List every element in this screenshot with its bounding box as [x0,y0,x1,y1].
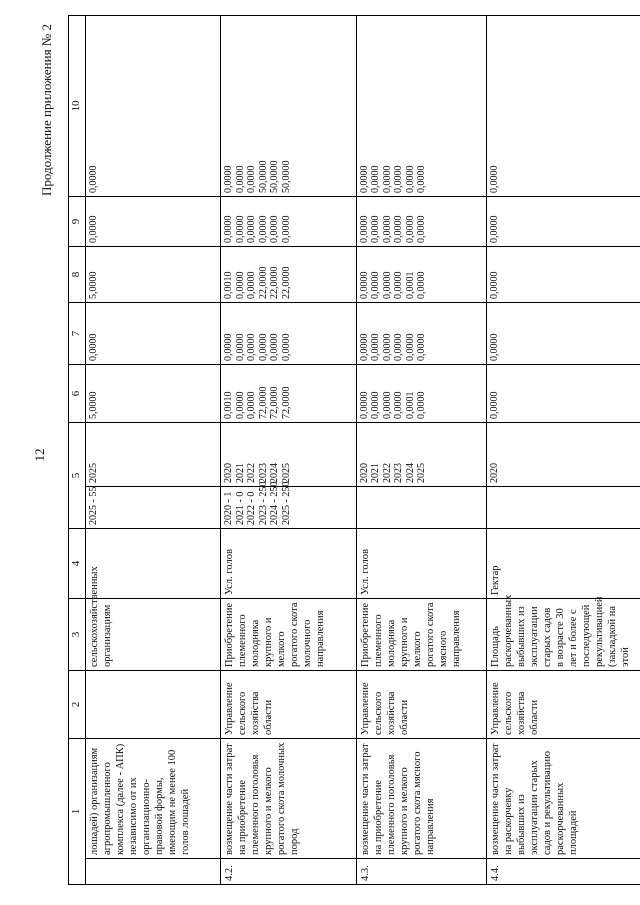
row-executor: Управление сельского хозяйства области [486,671,640,739]
row-col10-value: 0,0000 [88,165,99,193]
row-col6-value: 0,0000 [370,391,382,419]
row-code: 4.4. [486,859,640,885]
row-col9-value: 0,0000 [358,215,370,243]
row-col7-value: 0,0000 [488,333,500,361]
row-years [86,423,221,487]
row-executor: Управление сельского хозяйства области [221,671,356,739]
row-targets-value: 2021 - 0 [234,491,246,525]
header-col-10: 10 [69,16,86,197]
row-col10-value: 0,0000 [393,165,405,193]
header-col-7: 7 [69,303,86,365]
row-years-value: 2021 [234,463,246,483]
row-targets-value: 2022 - 0 [246,491,258,525]
row-col6-value: 0,0010 [223,391,235,419]
row-years-value: 2024 [269,463,281,483]
header-col-1: 1 [69,739,86,885]
appendix-continuation-title: Продолжение приложения № 2 [39,24,54,196]
row-col10 [356,16,486,197]
row-unit: Гектар [486,529,640,599]
row-col10-value: 0,0000 [223,165,235,193]
row-col6-value: 72,0000 [257,386,269,419]
row-col6 [221,365,356,423]
header-row [69,16,86,885]
row-col9-value: 0,0000 [88,215,99,243]
row-col7 [356,303,486,365]
row-col10-value: 0,0000 [370,165,382,193]
row-col6-value: 0,0000 [381,391,393,419]
row-col9-value: 0,0000 [393,215,405,243]
row-executor [86,671,221,739]
table-row [86,16,221,885]
row-col7 [86,303,221,365]
row-col7 [221,303,356,365]
row-col6-value: 0,0000 [393,391,405,419]
row-col8-value: 0,0001 [404,271,416,299]
row-targets-value: 2023 - 250 [257,481,269,525]
page-number: 12 [32,448,47,462]
row-col9 [221,197,356,247]
row-col7-value: 0,0000 [269,333,281,361]
row-col8-value: 5,0000 [88,271,99,299]
row-col9-value: 0,0000 [257,215,269,243]
row-targets-value: 2020 - 1 [223,491,235,525]
row-name: возмещение части затрат на приобретение племенного поголовья крупного и мелкого рогатого скота молочных пород [221,739,356,859]
table-rotated-container [68,15,640,885]
row-col6-value: 5,0000 [88,391,99,419]
row-years-value: 2024 [404,463,416,483]
row-code: 4.3. [356,859,486,885]
row-executor: Управление сельского хозяйства области [356,671,486,739]
row-years-value: 2023 [257,463,269,483]
row-unit: Усл. голов [356,529,486,599]
row-col9-value: 0,0000 [223,215,235,243]
row-col6 [486,365,640,423]
row-years-value: 2025 [416,463,428,483]
row-col8-value: 0,0000 [358,271,370,299]
row-col6-value: 0,0000 [246,391,258,419]
row-col8 [221,247,356,303]
row-col7-value: 0,0000 [246,333,258,361]
row-col6-value: 0,0001 [404,391,416,419]
header-col-4: 4 [69,529,86,599]
row-indicator: сельскохозяйственных организациям [86,599,221,671]
row-years-value: 2021 [370,463,382,483]
row-code [86,859,221,885]
row-col10-value: 0,0000 [416,165,428,193]
row-years-value: 2025 [280,463,292,483]
row-col9-value: 0,0000 [416,215,428,243]
row-col9-value: 0,0000 [234,215,246,243]
row-col8-value: 0,0000 [488,271,500,299]
row-col9-value: 0,0000 [488,215,500,243]
row-years-value: 2020 [358,463,370,483]
header-col-8: 8 [69,247,86,303]
row-targets-value: 2025 - 55 [88,486,99,525]
row-col10-value: 50,0000 [280,160,292,193]
row-col8-value: 0,0000 [381,271,393,299]
row-targets [86,487,221,529]
row-col9-value: 0,0000 [280,215,292,243]
row-years [221,423,356,487]
row-code: 4.2. [221,859,356,885]
row-indicator: Приобретение племенного молодняка крупного и мелкого рогатого скота мясного направления [356,599,486,671]
row-col8 [356,247,486,303]
row-indicator: Площадь раскорчеванных выбывших из эксплуатации старых садов в возрасте 30 лет и более с последующей рекультивацией (закладкой на этой [486,599,640,671]
header-col-5: 5 [69,423,86,529]
row-col7-value: 0,0000 [370,333,382,361]
row-col6 [356,365,486,423]
header-col-6: 6 [69,365,86,423]
row-col7-value: 0,0000 [404,333,416,361]
row-years [356,423,486,487]
row-col9-value: 0,0000 [246,215,258,243]
row-col7-value: 0,0000 [358,333,370,361]
row-years-value: 2022 [246,463,258,483]
row-targets [221,481,356,529]
row-col8 [486,247,640,303]
row-col8-value: 0,0010 [223,271,235,299]
row-targets [356,487,486,529]
row-col6 [86,365,221,423]
row-targets-value: 2024 - 250 [269,481,281,525]
row-name: возмещение части затрат на раскорчевку выбывших из эксплуатации старых садов и рекультивацию раскорчеванных площадей [486,739,640,859]
row-col10-value: 50,0000 [269,160,281,193]
row-col9 [86,197,221,247]
row-col9 [356,197,486,247]
row-col7-value: 0,0000 [381,333,393,361]
row-col6-value: 0,0000 [358,391,370,419]
header-col-9: 9 [69,197,86,247]
row-col10-value: 50,0000 [257,160,269,193]
row-unit [86,529,221,599]
row-col10 [86,16,221,197]
row-col7-value: 0,0000 [393,333,405,361]
row-years-value: 2022 [381,463,393,483]
row-col10-value: 0,0000 [246,165,258,193]
row-col10-value: 0,0000 [404,165,416,193]
row-name: лошадей) организациям агропромышленного комплекса (далее - АПК) независимо от их организационно-правовой формы, имеющим не менее 100 голов лошадей [86,739,221,859]
row-years-value: 2020 [223,463,235,483]
header-col-2: 2 [69,671,86,739]
row-col9 [486,197,640,247]
row-col8-value: 0,0000 [393,271,405,299]
row-col9-value: 0,0000 [370,215,382,243]
row-col6-value: 0,0000 [234,391,246,419]
row-col8-value: 22,0000 [280,266,292,299]
row-col7 [486,303,640,365]
row-indicator: Приобретение племенного молодняка крупного и мелкого рогатого скота молочного направления [221,599,356,671]
row-targets [486,487,640,529]
row-col8-value: 0,0000 [416,271,428,299]
row-targets-value: 2025 - 250 [280,481,292,525]
row-name: возмещение части затрат на приобретение племенного поголовья крупного и мелкого рогатого скота мясного направления [356,739,486,859]
row-years-value: 2023 [393,463,405,483]
row-col6-value: 0,0000 [488,391,500,419]
row-col10-value: 0,0000 [381,165,393,193]
row-col8-value: 0,0000 [234,271,246,299]
row-col7-value: 0,0000 [88,333,99,361]
row-col9-value: 0,0000 [381,215,393,243]
table-body [86,16,640,885]
row-col7-value: 0,0000 [257,333,269,361]
row-years-value: 2020 [488,463,500,483]
row-col7-value: 0,0000 [416,333,428,361]
table-row [486,16,640,885]
row-col8-value: 0,0000 [246,271,258,299]
row-years-value: 2025 [88,463,99,483]
program-table [68,15,640,885]
row-col6-value: 0,0000 [416,391,428,419]
row-col10-value: 0,0000 [488,165,500,193]
row-col7-value: 0,0000 [234,333,246,361]
row-unit: Усл. голов [221,529,356,599]
row-col6-value: 72,0000 [280,386,292,419]
row-col7-value: 0,0000 [280,333,292,361]
row-col8 [86,247,221,303]
row-col10 [221,16,356,197]
row-col9-value: 0,0000 [404,215,416,243]
row-col9-value: 0,0000 [269,215,281,243]
row-col10-value: 0,0000 [358,165,370,193]
row-col6-value: 72,0000 [269,386,281,419]
row-col8-value: 0,0000 [370,271,382,299]
table-row [221,16,356,885]
table-row [356,16,486,885]
row-col8-value: 22,0000 [257,266,269,299]
row-col8-value: 22,0000 [269,266,281,299]
row-col10-value: 0,0000 [234,165,246,193]
row-years [486,423,640,487]
row-col7-value: 0,0000 [223,333,235,361]
row-col10 [486,16,640,197]
header-col-3: 3 [69,599,86,671]
